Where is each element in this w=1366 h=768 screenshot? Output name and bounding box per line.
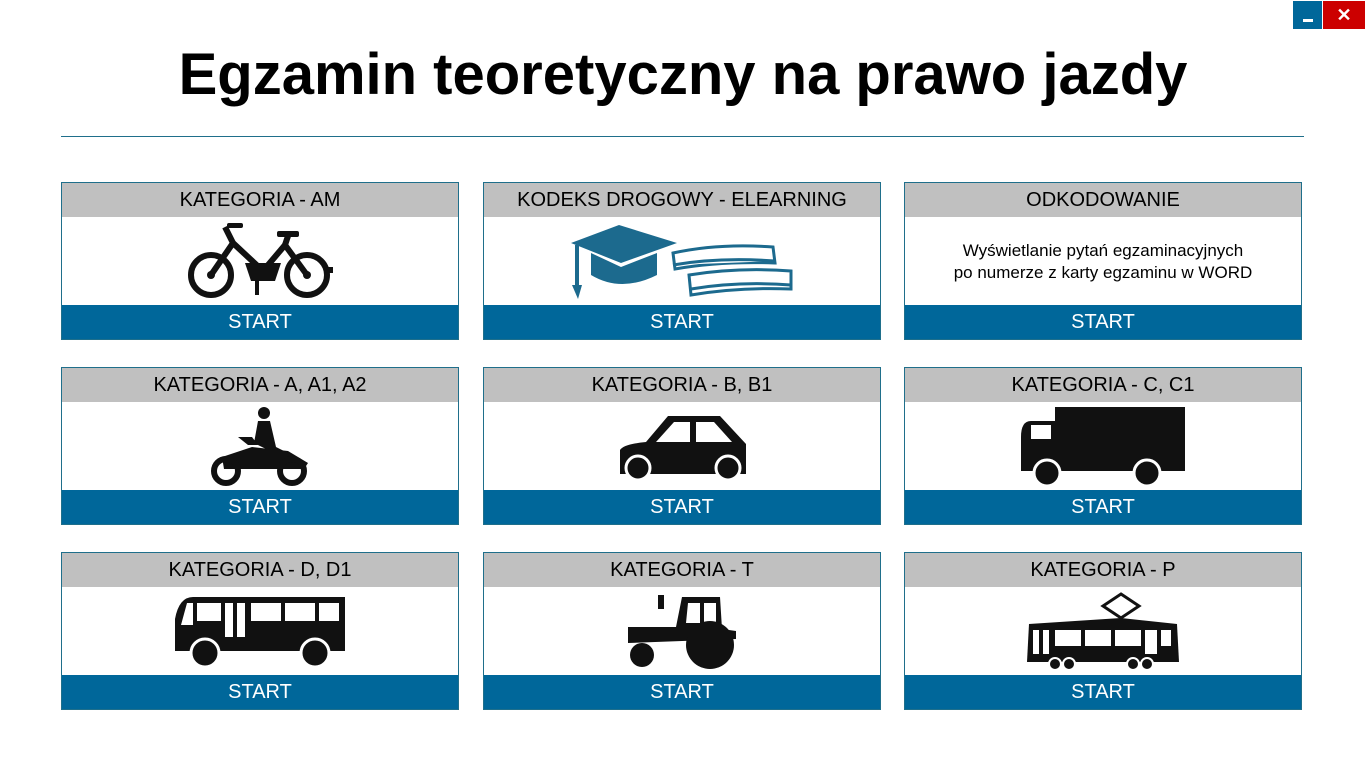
card-title: KATEGORIA - C, C1 — [905, 368, 1301, 402]
start-button[interactable]: START — [484, 305, 880, 339]
card-category-a[interactable] — [61, 367, 459, 525]
card-body — [484, 587, 880, 677]
card-body — [484, 402, 880, 492]
moped-icon — [185, 223, 335, 301]
card-category-b[interactable] — [483, 367, 881, 525]
card-category-am[interactable] — [61, 182, 459, 340]
start-button[interactable]: START — [62, 675, 458, 709]
title-divider — [61, 136, 1304, 137]
start-button[interactable]: START — [905, 305, 1301, 339]
card-title: KATEGORIA - B, B1 — [484, 368, 880, 402]
start-button[interactable]: START — [62, 490, 458, 524]
graduation-books-icon — [569, 223, 795, 301]
start-button[interactable]: START — [484, 675, 880, 709]
description-line: po numerze z karty egzaminu w WORD — [953, 263, 1253, 282]
card-category-c[interactable] — [904, 367, 1302, 525]
card-description — [954, 240, 1253, 284]
card-body — [905, 217, 1301, 307]
tractor-icon — [626, 595, 738, 669]
card-title: ODKODOWANIE — [905, 183, 1301, 217]
card-category-p[interactable] — [904, 552, 1302, 710]
start-button[interactable]: START — [62, 305, 458, 339]
description-line: Wyświetlanie pytań egzaminacyjnych — [962, 241, 1244, 260]
card-kodeks-drogowy[interactable] — [483, 182, 881, 340]
bus-icon — [173, 595, 347, 669]
card-body — [484, 217, 880, 307]
car-icon — [616, 414, 748, 480]
card-title: KATEGORIA - AM — [62, 183, 458, 217]
card-body — [62, 587, 458, 677]
minimize-icon — [1303, 19, 1313, 22]
card-category-t[interactable] — [483, 552, 881, 710]
card-body — [62, 402, 458, 492]
minimize-button[interactable] — [1293, 1, 1322, 29]
page-title: Egzamin teoretyczny na prawo jazdy — [178, 42, 1188, 107]
card-title: KATEGORIA - P — [905, 553, 1301, 587]
card-title: KATEGORIA - T — [484, 553, 880, 587]
motorcycle-icon — [208, 407, 312, 487]
card-odkodowanie[interactable] — [904, 182, 1302, 340]
truck-icon — [1019, 407, 1187, 487]
card-title: KATEGORIA - A, A1, A2 — [62, 368, 458, 402]
card-body — [905, 587, 1301, 677]
card-title: KATEGORIA - D, D1 — [62, 553, 458, 587]
start-button[interactable]: START — [905, 490, 1301, 524]
card-body — [905, 402, 1301, 492]
tram-icon — [1025, 592, 1181, 672]
card-title: KODEKS DROGOWY - ELEARNING — [484, 183, 880, 217]
close-button[interactable] — [1323, 1, 1365, 29]
card-category-d[interactable] — [61, 552, 459, 710]
start-button[interactable]: START — [484, 490, 880, 524]
card-body — [62, 217, 458, 307]
start-button[interactable]: START — [905, 675, 1301, 709]
close-icon: ✕ — [1336, 4, 1352, 25]
